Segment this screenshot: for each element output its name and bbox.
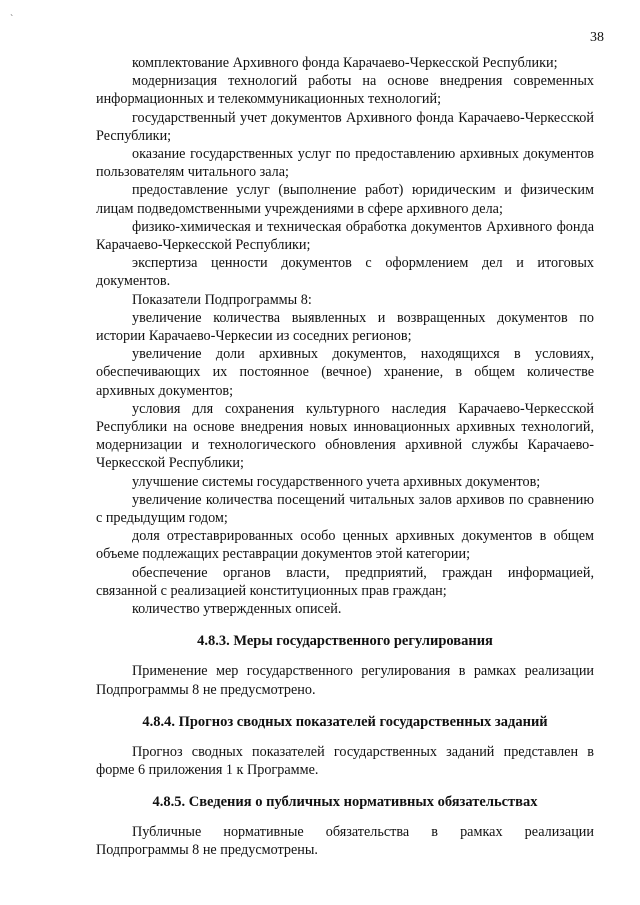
section-text-regulation: Применение мер государственного регулирования в рамках реализации Подпрограммы 8 не предусмотрено.	[96, 663, 594, 698]
list-item-5: предоставление услуг (выполнение работ) юридическим и физическим лицам подведомственными учреждениями в сфере архивного дела;	[96, 182, 594, 217]
section-heading-forecast: 4.8.4. Прогноз сводных показателей государственных заданий	[142, 713, 548, 730]
indicator-item-3: условия для сохранения культурного наследия Карачаево-Черкесской Республики на основе внедрения новых инновационных архивных технологий, модернизации и технологического обновления архивной службы Карачаево-Черкесской Республики;	[96, 400, 594, 472]
list-item-4: оказание государственных услуг по предоставлению архивных документов пользователям читального зала;	[96, 146, 594, 181]
section-text-forecast: Прогноз сводных показателей государственных заданий представлен в форме 6 приложения 1 к Программе.	[96, 743, 594, 778]
list-item-6: физико-химическая и техническая обработка документов Архивного фонда Карачаево-Черкесской Республики;	[96, 218, 594, 254]
list-item-1: комплектование Архивного фонда Карачаево-Черкесской Республики;	[132, 55, 558, 71]
document-body	[96, 54, 594, 860]
indicators-intro: Показатели Подпрограммы 8:	[132, 291, 312, 308]
section-heading-regulation: 4.8.3. Меры государственного регулирования	[197, 633, 493, 650]
indicator-item-6: доля отреставрированных особо ценных архивных документов в общем объеме подлежащих реставрации документов этой категории;	[96, 528, 594, 563]
indicator-item-7: обеспечение органов власти, предприятий, граждан информацией, связанной с реализацией конституционных прав граждан;	[96, 564, 594, 599]
list-item-2: модернизация технологий работы на основе внедрения современных информационных и телекоммуникационных технологий;	[96, 73, 594, 108]
indicator-item-1: увеличение количества выявленных и возвращенных документов по истории Карачаево-Черкесии из соседних регионов;	[96, 309, 594, 345]
indicator-item-2: увеличение доли архивных документов, находящихся в условиях, обеспечивающих их постоянное (вечное) хранение, в общем количестве архивных документов;	[96, 346, 594, 399]
indicator-item-8: количество утвержденных описей.	[132, 601, 342, 618]
indicator-item-5: увеличение количества посещений читальных залов архивов по сравнению с предыдущим годом;	[96, 491, 594, 527]
list-item-7: экспертиза ценности документов с оформлением дел и итоговых документов.	[96, 255, 594, 290]
list-item-3: государственный учет документов Архивного фонда Карачаево-Черкесской Республики;	[96, 109, 594, 144]
indicator-item-4: улучшение системы государственного учета архивных документов;	[132, 473, 541, 490]
section-heading-obligations: 4.8.5. Сведения о публичных нормативных обязательствах	[152, 794, 538, 811]
page-number: 38	[590, 30, 604, 45]
section-text-obligations: Публичные нормативные обязательства в рамках реализации Подпрограммы 8 не предусмотрены.	[96, 824, 594, 859]
corner-mark: `	[10, 14, 14, 25]
